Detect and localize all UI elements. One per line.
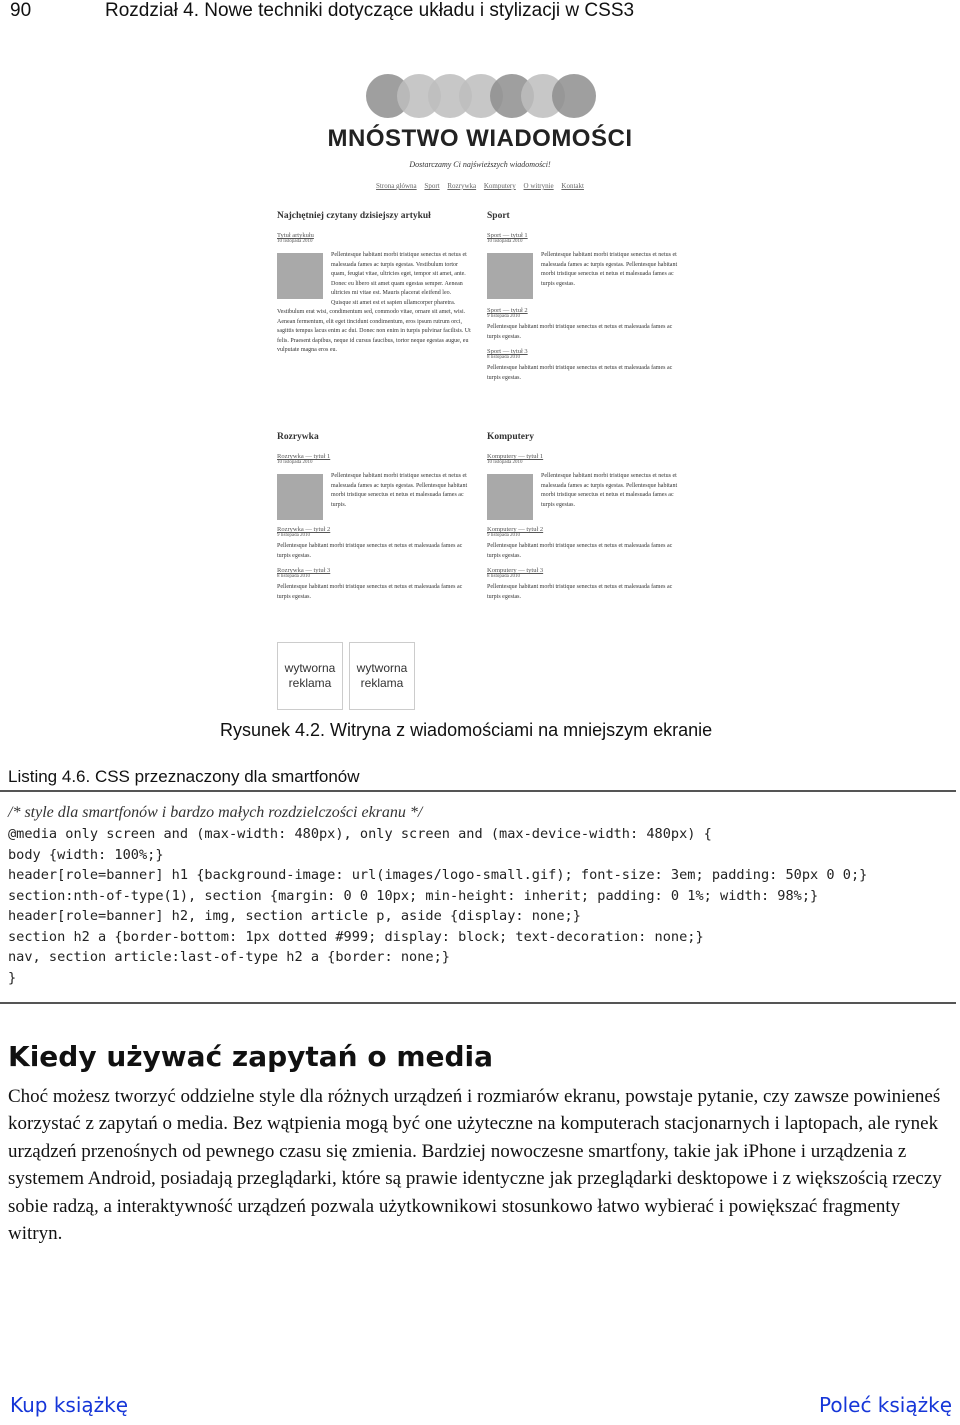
article-text: Pellentesque habitant morbi tristique senectus et netus et malesuada fames ac turpis egestas. Pellentesque habitant morbi tristique senectus et netus et malesuada fames ac turpis. <box>331 473 468 508</box>
section-sport <box>487 211 682 383</box>
code-line: nav, section article:last-of-type h2 a {border: none;} <box>8 949 450 965</box>
article-thumbnail <box>487 474 533 520</box>
section-title: Kiedy używać zapytań o media <box>8 1040 494 1073</box>
article-thumbnail <box>277 474 323 520</box>
section-rozrywka <box>277 432 472 602</box>
code-comment: /* style dla smartfonów i bardzo małych rozdzielczości ekranu */ <box>8 804 423 821</box>
section-heading: Komputery <box>487 432 534 442</box>
nav-link[interactable]: Rozrywka <box>447 182 477 190</box>
article-title[interactable]: Rozrywka — tytuł 3 <box>277 567 331 574</box>
listing-title: Listing 4.6. CSS przeznaczony dla smartfonów <box>8 767 360 786</box>
nav-link[interactable]: O witrynie <box>523 182 554 190</box>
nav-link[interactable]: Strona główna <box>376 182 417 190</box>
chapter-title: Rozdział 4. Nowe techniki dotyczące układu i stylizacji w CSS3 <box>105 0 635 21</box>
article-date: 8 listopada 2010 <box>487 574 521 579</box>
article-text: Pellentesque habitant morbi tristique senectus et netus et malesuada fames ac turpis egestas. Pellentesque habitant morbi tristique senectus et netus et malesuada fames ac turpis egestas. <box>541 252 678 287</box>
section-featured <box>277 211 472 356</box>
code-line: section h2 a {border-bottom: 1px dotted #999; display: block; text-decoration: none;} <box>8 929 704 945</box>
logo-circle <box>552 74 596 118</box>
buy-book-link[interactable]: Kup książkę <box>10 1393 129 1417</box>
nav-link[interactable]: Kontakt <box>561 182 584 190</box>
article-date: 10 listopada 2010 <box>487 239 523 244</box>
article-text: Pellentesque habitant morbi tristique senectus et netus et malesuada fames ac turpis egestas. <box>487 365 673 381</box>
code-line: } <box>8 970 17 986</box>
article-title[interactable]: Komputery — tytuł 1 <box>487 453 544 460</box>
article-date: 10 listopada 2010 <box>487 460 523 465</box>
page-number: 90 <box>10 0 32 21</box>
divider <box>0 790 956 792</box>
article-date: 9 listopada 2010 <box>277 533 311 538</box>
figure-website-screenshot <box>270 70 690 720</box>
article-text: Pellentesque habitant morbi tristique senectus et netus et malesuada fames ac turpis egestas. Pellentesque habitant morbi tristique senectus et netus et malesuada fames ac turpis egestas. <box>541 473 678 508</box>
article-title[interactable]: Sport — tytuł 3 <box>487 348 528 355</box>
article-text: Pellentesque habitant morbi tristique senectus et netus et malesuada fames ac turpis egestas. <box>487 324 673 340</box>
article-date: 8 listopada 2010 <box>277 574 311 579</box>
code-line: body {width: 100%;} <box>8 847 164 863</box>
section-heading: Sport <box>487 211 510 221</box>
article-date: 9 listopada 2010 <box>487 314 521 319</box>
code-line: header[role=banner] h2, img, section article p, aside {display: none;} <box>8 908 581 924</box>
code-line: header[role=banner] h1 {background-image: url(images/logo-small.gif); font-size: 3em; padding: 50px 0 0;} <box>8 867 868 883</box>
article-title[interactable]: Sport — tytuł 1 <box>487 232 528 239</box>
section-heading: Najchętniej czytany dzisiejszy artykuł <box>277 211 431 221</box>
nav-link[interactable]: Komputery <box>483 182 516 190</box>
site-tagline: Dostarczamy Ci najświeższych wiadomości! <box>409 160 551 169</box>
code-line: section:nth-of-type(1), section {margin: 0 0 10px; min-height: inherit; padding: 0 1%; width: 98%;} <box>8 888 819 904</box>
site-nav <box>270 182 690 190</box>
article-text: Pellentesque habitant morbi tristique senectus et netus et malesuada fames ac turpis egestas. <box>487 543 673 559</box>
section-komputery <box>487 432 682 602</box>
article-title[interactable]: Tytuł artykułu <box>277 232 314 239</box>
divider <box>0 1002 956 1004</box>
article-text: Pellentesque habitant morbi tristique senectus et netus et malesuada fames ac turpis egestas. Vestibulum tortor quam, feugiat vitae, ultricies eget, tempor sit amet, ante. Donec eu libero sit amet quam egestas semper. Aenean ultricies mi vitae est. Mauris placerat eleifend leo. Quisque sit amet est et sapien ullamcorper pharetra. Vestibulum erat wisi, condimentum sed, commodo vitae, ornare sit amet, wisi. Aenean fermentum, elit eget tincidunt condimentum, eros ipsum rutrum orci, sagittis tempus lacus enim ac dui. Donec non enim in turpis pulvinar facilisis. Ut felis. Praesent dapibus, neque id cursus faucibus, tortor neque egestas augue, eu vulputate magna eros eu. <box>277 252 471 353</box>
article-title[interactable]: Sport — tytuł 2 <box>487 307 528 314</box>
article-text: Pellentesque habitant morbi tristique senectus et netus et malesuada fames ac turpis egestas. <box>277 584 463 600</box>
nav-link[interactable]: Sport <box>424 182 440 190</box>
article-date: 10 listopada 2010 <box>277 460 313 465</box>
article-thumbnail <box>277 253 323 299</box>
article-title[interactable]: Rozrywka — tytuł 1 <box>277 453 331 460</box>
body-paragraph: Choć możesz tworzyć oddzielne style dla różnych urządzeń i rozmiarów ekranu, powstaje pytanie, czy zawsze powinieneś korzystać z zapytań o media. Bez wątpienia mogą być one użyteczne na komputerach stacjonarnych i laptopach, ale rynek urządzeń przenośnych od pewnego czasu się zmienia. Bardziej nowoczesne smartfony, takie jak iPhone i urządzenia z systemem Android, posiadają przeglądarki, które są prawie identyczne jak przeglądarki desktopowe i z większością rzeczy sobie radzą, a interaktywność urządzeń pozwala użytkownikowi stosunkowo łatwo wybierać i powiększać fragmenty witryn. <box>8 1086 942 1245</box>
article-title[interactable]: Komputery — tytuł 2 <box>487 526 544 533</box>
code-line: @media only screen and (max-width: 480px), only screen and (max-device-width: 480px) { <box>8 826 712 842</box>
site-title: MNÓSTWO WIADOMOŚCI <box>327 125 633 152</box>
article-date: 8 listopada 2010 <box>487 355 521 360</box>
article-title[interactable]: Rozrywka — tytuł 2 <box>277 526 331 533</box>
article-text: Pellentesque habitant morbi tristique senectus et netus et malesuada fames ac turpis egestas. <box>277 543 463 559</box>
ad-box[interactable]: wytworna reklama <box>277 642 343 710</box>
article-date: 10 listopada 2010 <box>277 239 313 244</box>
article-title[interactable]: Komputery — tytuł 3 <box>487 567 544 574</box>
section-heading: Rozrywka <box>277 432 319 442</box>
article-text: Pellentesque habitant morbi tristique senectus et netus et malesuada fames ac turpis egestas. <box>487 584 673 600</box>
figure-caption: Rysunek 4.2. Witryna z wiadomościami na mniejszym ekranie <box>220 720 713 740</box>
ad-box[interactable]: wytworna reklama <box>349 642 415 710</box>
recommend-book-link[interactable]: Poleć książkę <box>819 1393 952 1417</box>
article-date: 9 listopada 2010 <box>487 533 521 538</box>
article-thumbnail <box>487 253 533 299</box>
